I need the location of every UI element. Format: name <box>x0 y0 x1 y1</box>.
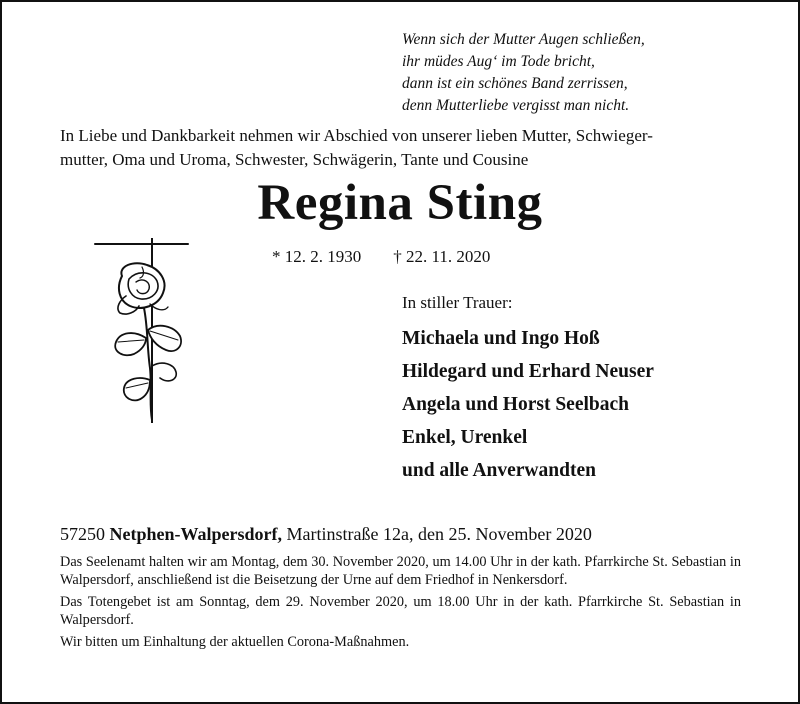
mourner-entry: Hildegard und Erhard Neuser <box>402 361 654 382</box>
mourner-entry: Enkel, Urenkel <box>402 427 528 448</box>
poem <box>402 29 645 117</box>
corona-note: Wir bitten um Einhaltung der aktuellen Corona-Maßnahmen. <box>60 634 410 650</box>
poem-line: ihr müdes Aug‘ im Tode bricht, <box>402 53 595 70</box>
place-date-line <box>60 522 592 546</box>
address-date: Martinstraße 12a, den 25. November 2020 <box>286 524 592 544</box>
mourner-entry: Angela und Horst Seelbach <box>402 394 629 415</box>
mourner-entry: Michaela und Ingo Hoß <box>402 328 600 349</box>
intro-line: In Liebe und Dankbarkeit nehmen wir Abschied von unserer lieben Mutter, Schwieger- <box>60 126 653 145</box>
mourner-entry: und alle Anverwandten <box>402 460 596 481</box>
death-date: † 22. 11. 2020 <box>393 247 491 266</box>
mourners-list <box>402 322 654 487</box>
poem-line: Wenn sich der Mutter Augen schließen, <box>402 31 645 48</box>
poem-line: dann ist ein schönes Band zerrissen, <box>402 75 628 92</box>
town: Netphen-Walpersdorf, <box>109 524 282 544</box>
deceased-name: Regina Sting <box>257 175 543 231</box>
service-notes <box>60 553 741 655</box>
mourning-label: In stiller Trauer: <box>402 293 513 312</box>
cross-with-rose-icon <box>92 238 194 423</box>
postcode: 57250 <box>60 524 105 544</box>
intro-line: mutter, Oma und Uroma, Schwester, Schwägerin, Tante und Cousine <box>60 150 529 169</box>
poem-line: denn Mutterliebe vergisst man nicht. <box>402 97 630 114</box>
requiem-note: Das Seelenamt halten wir am Montag, dem 30. November 2020, um 14.00 Uhr in der kath. Pfarrkirche St. Sebastian in Walpersdorf, anschließend ist die Beisetzung der Urne auf dem Friedhof in Nenkersdorf. <box>60 554 741 588</box>
birth-date: * 12. 2. 1930 <box>272 247 362 266</box>
intro-text <box>60 124 750 172</box>
life-dates <box>272 246 490 268</box>
prayer-note: Das Totengebet ist am Sonntag, dem 29. November 2020, um 18.00 Uhr in der kath. Pfarrkirche St. Sebastian in Walpersdorf. <box>60 594 741 628</box>
